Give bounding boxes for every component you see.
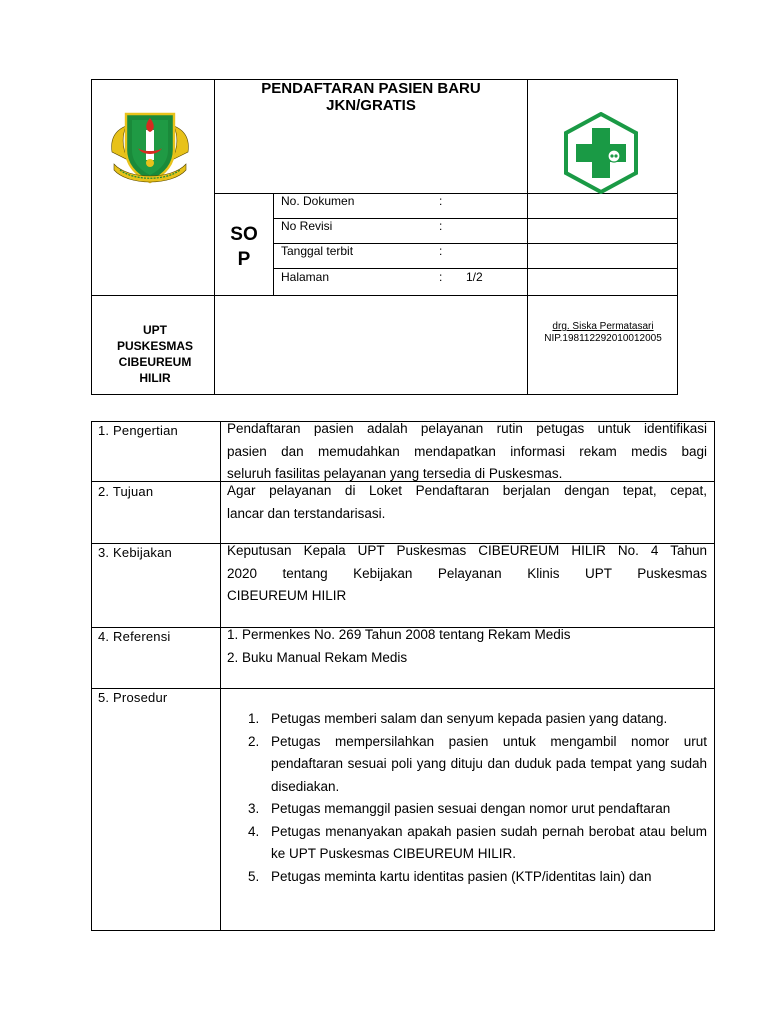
section-label-pengertian: 1. Pengertian (98, 423, 178, 438)
organization-name-line: PUSKESMAS (116, 339, 193, 353)
section-body-tujuan (227, 480, 707, 525)
doc-number-label: No. Dokumen (281, 194, 355, 208)
section-label-referensi: 4. Referensi (98, 629, 171, 644)
text-line: CIBEUREUM HILIR (227, 588, 347, 603)
organization-name-line: UPT (143, 323, 167, 337)
section-body-pengertian (227, 418, 707, 486)
document-title (216, 80, 526, 114)
text-line: pasien dan memudahkan mendapatkan informasi rekam medis bagi (227, 443, 707, 459)
text-line: Keputusan Kepala UPT Puskesmas CIBEUREUM HILIR No. 4 Tahun (227, 543, 707, 558)
city-crest-logo (108, 108, 192, 188)
header-divider (91, 295, 678, 296)
procedure-step (246, 821, 707, 866)
step-number: 2. (248, 733, 260, 749)
revision-colon: : (439, 219, 443, 233)
sop-label (216, 222, 272, 272)
content-divider (220, 421, 221, 931)
organization-name-line: CIBEUREUM (118, 355, 192, 369)
step-number: 1. (248, 711, 260, 726)
signatory-nip: NIP.198112292010012005 (544, 333, 662, 344)
section-label-tujuan: 2. Tujuan (98, 484, 154, 499)
issue-date-colon: : (439, 244, 443, 258)
revision-label: No Revisi (281, 219, 333, 233)
procedure-step (246, 731, 707, 799)
section-label-prosedur: 5. Prosedur (98, 690, 168, 705)
organization-name (93, 322, 217, 386)
text-line: seluruh fasilitas pelayanan yang tersedia di Puskesmas. (227, 466, 563, 481)
step-text: Petugas meminta kartu identitas pasien (KTP/identitas lain) dan (271, 868, 652, 884)
procedure-step (246, 866, 707, 889)
page-colon: : (439, 270, 443, 284)
header-divider (527, 79, 528, 395)
header-divider (273, 268, 678, 269)
section-label-kebijakan: 3. Kebijakan (98, 545, 172, 560)
document-title-line1: PENDAFTARAN PASIEN BARU (261, 80, 481, 97)
section-body-referensi (227, 624, 707, 669)
procedure-step (246, 708, 707, 731)
step-number: 3. (248, 801, 260, 816)
text-line: 2020 tentang Kebijakan Pelayanan Klinis UPT Puskesmas (227, 565, 707, 581)
step-text: Petugas menanyakan apakah pasien sudah pernah berobat atau belum ke UPT Puskesmas CIBEUREUM HILIR. (271, 823, 707, 861)
procedure-step (246, 798, 707, 821)
page-value: 1/2 (466, 270, 483, 284)
section-body-kebijakan (227, 540, 707, 608)
step-text: Petugas memanggil pasien sesuai dengan nomor urut pendaftaran (271, 801, 671, 816)
text-line: Agar pelayanan di Loket Pendaftaran berjalan dengan tepat, cepat, (227, 483, 707, 498)
step-text: Petugas mempersilahkan pasien untuk mengambil nomor urut pendaftaran sesuai poli yang dituju dan duduk pada tempat yang sudah disediakan. (271, 733, 707, 794)
text-line: Pendaftaran pasien adalah pelayanan rutin petugas untuk identifikasi (227, 421, 707, 436)
procedure-steps (246, 708, 707, 888)
text-line: 2. Buku Manual Rekam Medis (227, 649, 408, 665)
puskesmas-cross-logo (564, 112, 638, 194)
header-divider (273, 218, 678, 219)
issue-date-label: Tanggal terbit (281, 244, 354, 258)
sop-label-line2: P (237, 249, 251, 270)
sop-label-line1: SO (230, 224, 258, 245)
document-title-line2: JKN/GRATIS (326, 97, 416, 114)
step-number: 5. (248, 868, 260, 884)
content-divider (91, 688, 715, 689)
text-line: 1. Permenkes No. 269 Tahun 2008 tentang Rekam Medis (227, 627, 571, 642)
step-text: Petugas memberi salam dan senyum kepada pasien yang datang. (271, 711, 668, 726)
organization-name-line: HILIR (139, 371, 171, 385)
page-label: Halaman (281, 270, 330, 284)
header-divider (273, 193, 274, 295)
doc-number-colon: : (439, 194, 443, 208)
text-line: lancar dan terstandarisasi. (227, 505, 386, 521)
signatory-name: drg. Siska Permatasari (552, 321, 654, 332)
step-number: 4. (248, 823, 260, 839)
